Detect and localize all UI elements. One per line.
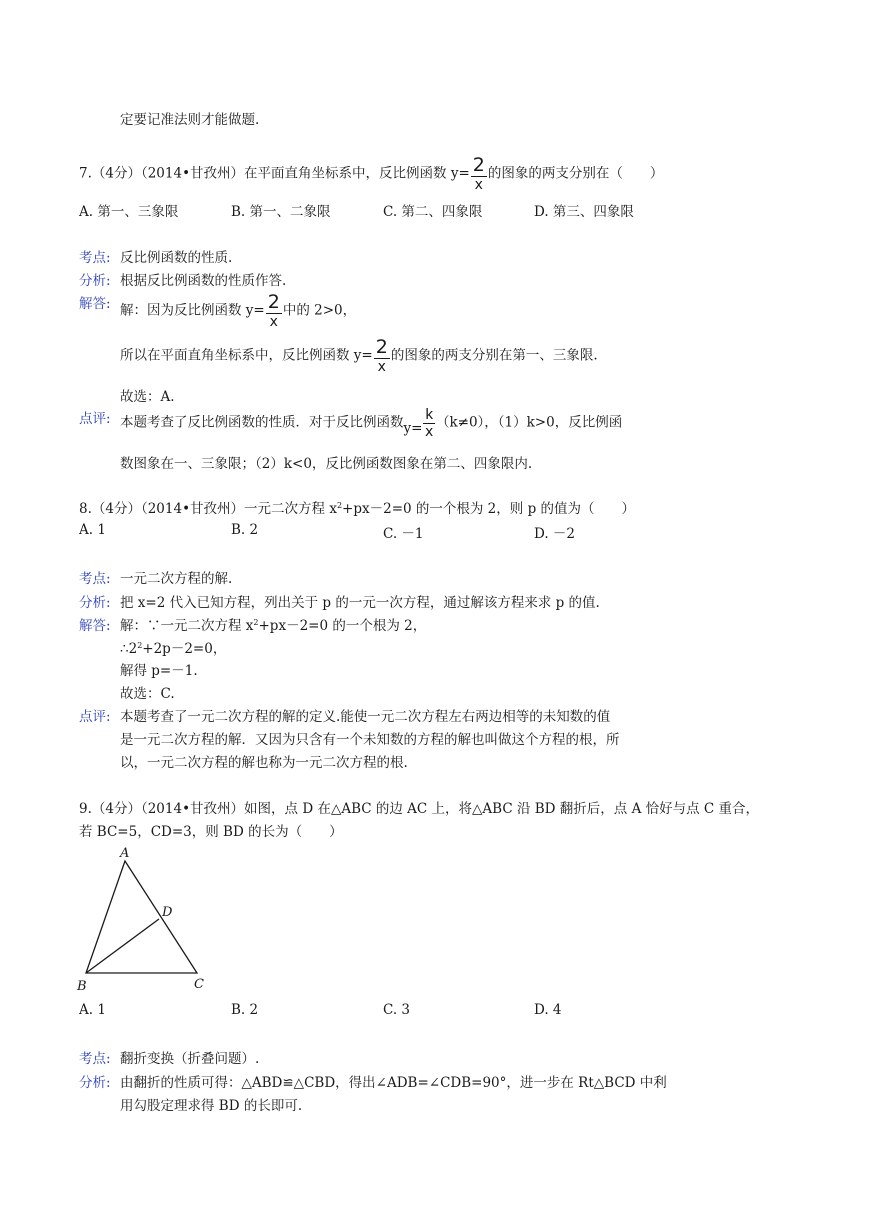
q8-jieda-line1 bbox=[120, 614, 426, 634]
q7-fenxi: 根据反比例函数的性质作答. bbox=[120, 273, 287, 289]
q7-jieda1-post: 中的 2>0， bbox=[282, 302, 357, 319]
q8-option-d: D. －2 bbox=[534, 526, 576, 542]
q7-fraction bbox=[471, 156, 487, 192]
q8-jieda-line2 bbox=[120, 637, 226, 657]
q7-jieda2-num: 2 bbox=[375, 336, 388, 358]
q7-kaodian: 反比例函数的性质. bbox=[120, 250, 233, 266]
q8-jieda2-b: +2p－2=0， bbox=[142, 641, 227, 657]
vertex-label-b: B bbox=[77, 979, 87, 994]
vertex-label-a: A bbox=[120, 846, 130, 861]
q7-option-d: D. 第三、四象限 bbox=[534, 204, 634, 220]
q7-jieda-line1 bbox=[120, 293, 356, 329]
q7-jieda1-den: x bbox=[269, 314, 278, 330]
q8-stem-head-a: 8.（4分）（2014•甘孜州）一元二次方程 x bbox=[79, 501, 337, 517]
q7-fenxi-label: 分析: bbox=[79, 273, 111, 289]
q7-jieda2-pre: 所以在平面直角坐标系中，反比例函数 y= bbox=[120, 347, 373, 364]
q8-option-a: A. 1 bbox=[79, 522, 106, 538]
q7-dianping-fraction bbox=[423, 407, 435, 439]
q7-jieda1-pre: 解：因为反比例函数 y= bbox=[120, 302, 265, 319]
q8-fenxi: 把 x=2 代入已知方程，列出关于 p 的一元一次方程，通过解该方程来求 p 的值. bbox=[120, 595, 600, 611]
vertex-label-d: D bbox=[162, 905, 173, 920]
q9-triangle-figure bbox=[70, 840, 220, 1000]
q7-stem-tail: 的图象的两支分别在（ ） bbox=[487, 165, 664, 182]
q8-stem bbox=[79, 497, 635, 517]
q7-dianping-k: k bbox=[425, 406, 433, 423]
q7-jieda2-post: 的图象的两支分别在第一、三象限. bbox=[390, 347, 598, 364]
q7-dianping-x: x bbox=[425, 424, 434, 440]
q9-kaodian: 翻折变换（折叠问题）. bbox=[120, 1051, 260, 1067]
q8-stem-head-b: +px－2=0 的一个根为 2，则 p 的值为（ ） bbox=[342, 501, 635, 517]
q8-option-c: C. －1 bbox=[383, 526, 424, 542]
q7-jieda1-fraction bbox=[266, 293, 282, 329]
q9-option-a: A. 1 bbox=[79, 1002, 106, 1018]
q8-dianping-label: 点评: bbox=[79, 709, 111, 725]
vertex-label-c: C bbox=[194, 977, 204, 992]
q7-kaodian-label: 考点: bbox=[79, 250, 111, 266]
q7-dianping1-post: （k≠0），（1）k>0，反比例函 bbox=[435, 414, 623, 431]
q8-jieda-label: 解答: bbox=[79, 618, 111, 634]
q9-option-c: C. 3 bbox=[383, 1002, 411, 1018]
q9-stem-line1: 9.（4分）（2014•甘孜州）如图，点 D 在△ABC 的边 AC 上，将△ABC 沿 BD 翻折后，点 A 恰好与点 C 重合， bbox=[79, 801, 760, 817]
q8-kaodian: 一元二次方程的解. bbox=[120, 571, 233, 587]
q8-kaodian-label: 考点: bbox=[79, 571, 111, 587]
q8-dianping-line1: 本题考查了一元二次方程的解的定义.能使一元二次方程左右两边相等的未知数的值 bbox=[120, 709, 611, 725]
q9-stem-line2: 若 BC=5，CD=3，则 BD 的长为（ ） bbox=[79, 824, 343, 840]
segment-bd bbox=[86, 919, 159, 973]
q8-stem-sup: 2 bbox=[336, 501, 343, 510]
q8-option-b: B. 2 bbox=[231, 522, 259, 538]
q7-jieda2-fraction bbox=[374, 338, 390, 374]
q9-option-d: D. 4 bbox=[534, 1002, 562, 1018]
q7-dianping-line2: 数图象在一、三象限；（2）k<0，反比例函数图象在第二、四象限内. bbox=[120, 456, 533, 472]
q9-fenxi-label: 分析: bbox=[79, 1075, 111, 1091]
q7-option-a: A. 第一、三象限 bbox=[79, 204, 179, 220]
q7-jieda1-num: 2 bbox=[267, 291, 280, 313]
q7-dianping-y: y= bbox=[403, 420, 423, 437]
q9-option-b: B. 2 bbox=[231, 1002, 259, 1018]
q8-jieda1-b: +px－2=0 的一个根为 2， bbox=[258, 618, 427, 634]
q9-fenxi-line1: 由翻折的性质可得：△ABD≌△CBD，得出∠ADB=∠CDB=90°，进一步在 Rt△BCD 中利 bbox=[120, 1075, 667, 1091]
q7-dianping-line1 bbox=[120, 407, 622, 439]
q8-jieda1-sup: 2 bbox=[253, 618, 259, 627]
q8-jieda2-a: ∴2 bbox=[120, 641, 138, 657]
q8-fenxi-label: 分析: bbox=[79, 595, 111, 611]
q7-option-b: B. 第一、二象限 bbox=[231, 204, 331, 220]
q8-jieda1-a: 解：∵一元二次方程 x bbox=[120, 618, 254, 634]
q7-jieda2-den: x bbox=[377, 359, 386, 375]
q8-jieda-line4: 故选：C. bbox=[120, 686, 175, 702]
q7-stem-head: 7.（4分）（2014•甘孜州）在平面直角坐标系中，反比例函数 y= bbox=[79, 165, 470, 182]
q9-kaodian-label: 考点: bbox=[79, 1051, 111, 1067]
q7-dianping-label: 点评: bbox=[79, 411, 111, 427]
q7-frac-den: x bbox=[474, 177, 483, 193]
q7-stem bbox=[79, 156, 663, 192]
q7-dianping1-pre: 本题考查了反比例函数的性质．对于反比例函数 bbox=[120, 414, 404, 431]
q8-dianping-line3: 以，一元二次方程的解也称为一元二次方程的根. bbox=[120, 755, 408, 771]
q7-frac-num: 2 bbox=[472, 154, 485, 176]
q7-option-c: C. 第二、四象限 bbox=[383, 204, 483, 220]
q8-jieda2-sup: 2 bbox=[137, 641, 143, 650]
q7-jieda-label: 解答: bbox=[79, 296, 111, 312]
triangle-abc bbox=[86, 861, 197, 973]
q7-jieda-line2 bbox=[120, 338, 598, 374]
q8-dianping-line2: 是一元二次方程的解．又因为只含有一个未知数的方程的解也叫做这个方程的根，所 bbox=[120, 732, 620, 748]
continuation-text: 定要记准法则才能做题. bbox=[120, 112, 260, 128]
q7-jieda-line3: 故选：A. bbox=[120, 389, 175, 405]
q9-fenxi-line2: 用勾股定理求得 BD 的长即可. bbox=[120, 1098, 303, 1114]
q8-jieda-line3: 解得 p=－1. bbox=[120, 663, 198, 679]
